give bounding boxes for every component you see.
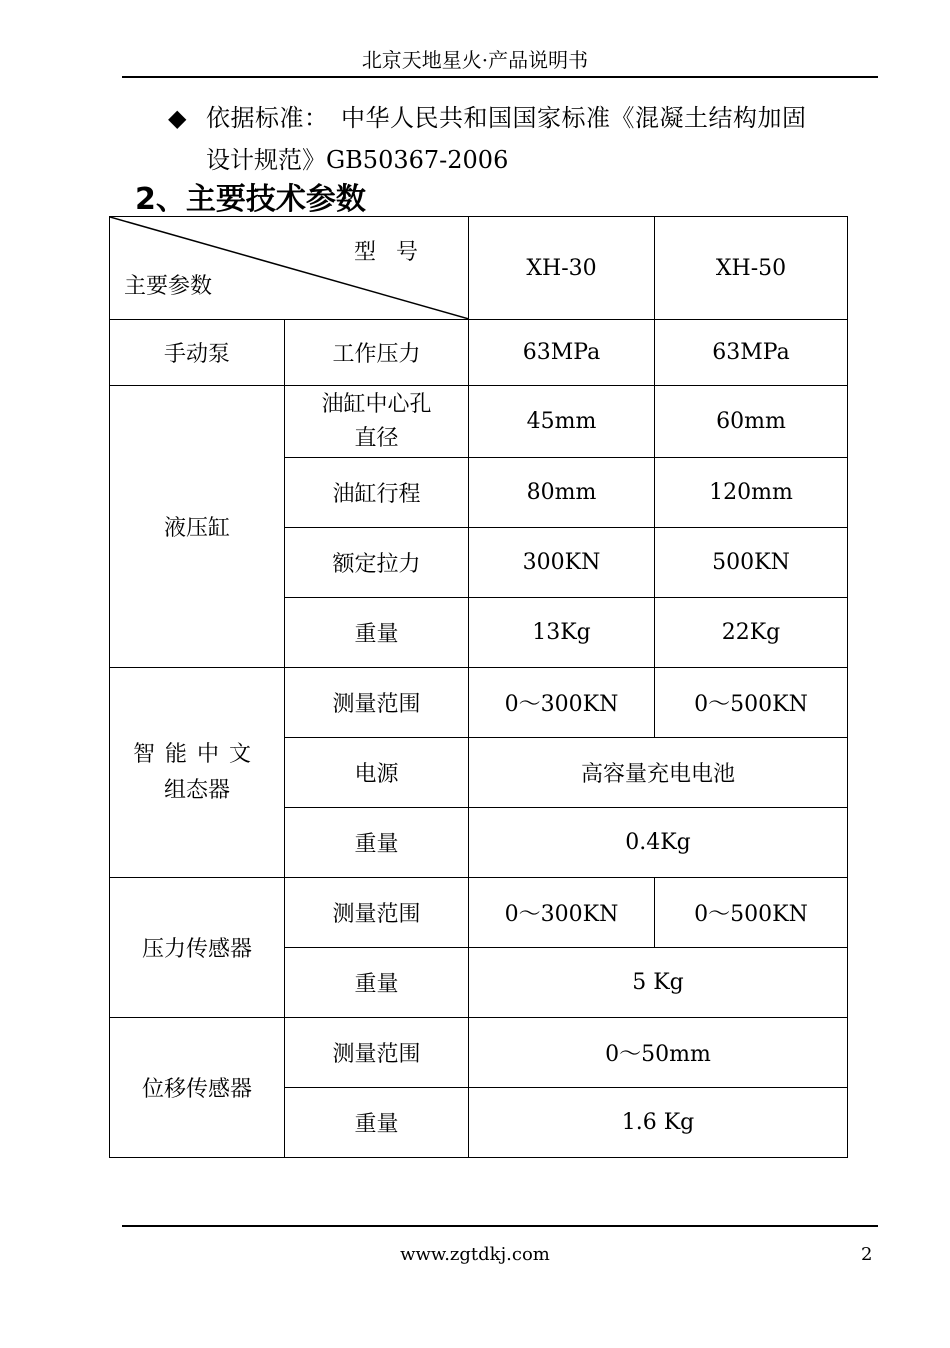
value-cell-xh50: 60mm — [655, 386, 848, 458]
table-row — [110, 320, 848, 386]
shared-value-cell: 0.4Kg — [469, 808, 848, 878]
param-cell: 额定拉力 — [285, 528, 469, 598]
value-cell-xh30: 13Kg — [469, 598, 655, 668]
param-cell: 电源 — [285, 738, 469, 808]
param-cell: 测量范围 — [285, 878, 469, 948]
value-cell-xh30: 80mm — [469, 458, 655, 528]
corner-param-label: 主要参数 — [124, 274, 213, 299]
footer-rule — [122, 1225, 878, 1227]
group-name-line1: 智能中文 — [132, 741, 261, 767]
diamond-bullet-icon: ◆ — [168, 104, 187, 132]
table-row — [110, 668, 848, 738]
value-cell-xh30: 45mm — [469, 386, 655, 458]
shared-value-cell: 1.6 Kg — [469, 1088, 848, 1158]
value-cell-xh30: 300KN — [469, 528, 655, 598]
param-cell — [285, 386, 469, 458]
footer-url: www.zgtdkj.com — [400, 1244, 550, 1265]
value-cell-xh30: 0～300KN — [469, 668, 655, 738]
table-row — [110, 878, 848, 948]
shared-value-cell: 高容量充电电池 — [469, 738, 848, 808]
spec-table — [109, 216, 848, 1158]
group-name-cell: 液压缸 — [110, 386, 285, 668]
group-name-cell: 手动泵 — [110, 320, 285, 386]
shared-value-cell: 5 Kg — [469, 948, 848, 1018]
param-cell: 油缸行程 — [285, 458, 469, 528]
shared-value-cell: 0～50mm — [469, 1018, 848, 1088]
standard-text-line2: 设计规范》GB50367-2006 — [206, 146, 509, 174]
value-cell-xh50: 120mm — [655, 458, 848, 528]
param-cell: 重量 — [285, 808, 469, 878]
value-cell-xh50: 0～500KN — [655, 878, 848, 948]
diagonal-line — [110, 217, 469, 319]
table-row — [110, 1018, 848, 1088]
value-cell-xh50: 63MPa — [655, 320, 848, 386]
value-cell-xh30: 63MPa — [469, 320, 655, 386]
standard-text-line1: 依据标准： 中华人民共和国国家标准《混凝土结构加固 — [206, 104, 807, 132]
param-cell: 测量范围 — [285, 668, 469, 738]
param-line1: 油缸中心孔 — [321, 391, 432, 417]
param-cell: 重量 — [285, 948, 469, 1018]
value-cell-xh50: 22Kg — [655, 598, 848, 668]
table-header-row — [110, 217, 848, 320]
group-name-cell: 压力传感器 — [110, 878, 285, 1018]
corner-header-cell — [110, 217, 469, 320]
model-header-xh50: XH-50 — [655, 217, 848, 320]
value-cell-xh30: 0～300KN — [469, 878, 655, 948]
page-number: 2 — [861, 1244, 873, 1265]
param-line2: 直径 — [354, 425, 399, 451]
param-cell: 工作压力 — [285, 320, 469, 386]
corner-model-label: 型号 — [353, 240, 438, 265]
model-header-xh30: XH-30 — [469, 217, 655, 320]
group-name-cell — [110, 668, 285, 878]
param-cell: 重量 — [285, 1088, 469, 1158]
group-name-line2: 组态器 — [163, 777, 230, 803]
table-row — [110, 386, 848, 458]
param-cell: 测量范围 — [285, 1018, 469, 1088]
page-header-title: 北京天地星火·产品说明书 — [361, 48, 589, 72]
section-heading: 2、主要技术参数 — [135, 182, 366, 217]
value-cell-xh50: 0～500KN — [655, 668, 848, 738]
value-cell-xh50: 500KN — [655, 528, 848, 598]
param-cell: 重量 — [285, 598, 469, 668]
group-name-cell: 位移传感器 — [110, 1018, 285, 1158]
standard-line — [168, 98, 807, 133]
header-rule — [122, 76, 878, 78]
